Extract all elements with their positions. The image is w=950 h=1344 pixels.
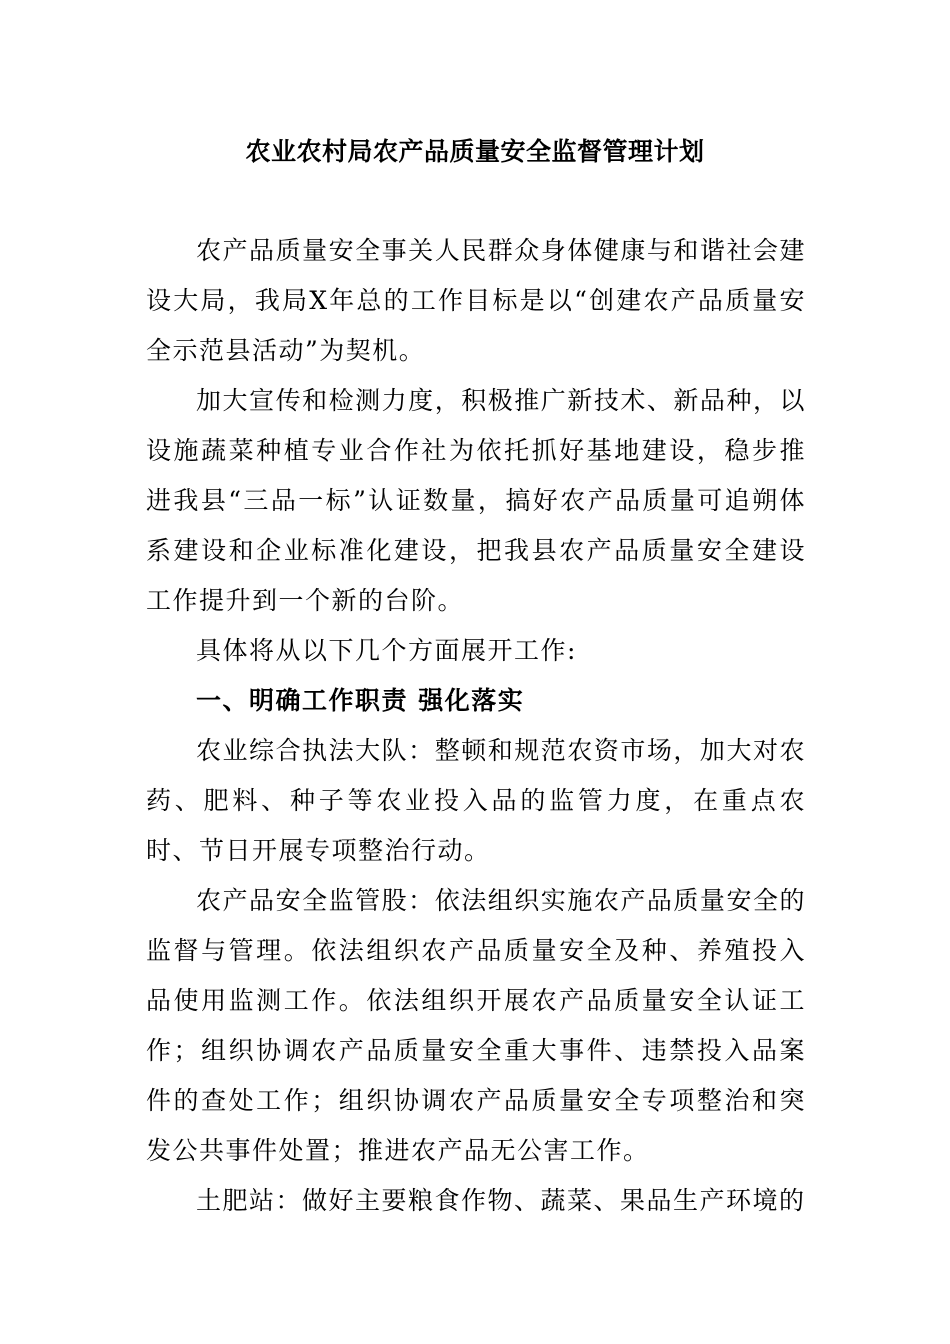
intro-paragraph-3: 具体将从以下几个方面展开工作: [196, 636, 577, 665]
section-1-heading: 一、明确工作职责 强化落实 [196, 686, 525, 715]
document-title: 农业农村局农产品质量安全监督管理计划 [245, 137, 705, 166]
intro-paragraph-2: 加大宣传和检测力度，积极推广新技术、新品种，以设施蔬菜种植专业合作社为依托抓好基地建设，稳步推进我县“三品一标”认证数量，搞好农产品质量可追朔体系建设和企业标准化建设，把我县农产品质量安全建设工作提升到一个新的台阶。 [146, 386, 806, 615]
section-1-paragraph-2: 农产品安全监管股：依法组织实施农产品质量安全的监督与管理。依法组织农产品质量安全及种、养殖投入品使用监测工作。依法组织开展农产品质量安全认证工作；组织协调农产品质量安全重大事件、违禁投入品案件的查处工作；组织协调农产品质量安全专项整治和突发公共事件处置；推进农产品无公害工作。 [146, 886, 806, 1165]
section-1-paragraph-3: 土肥站：做好主要粮食作物、蔬菜、果品生产环境的 [196, 1186, 806, 1215]
section-1-paragraph-1: 农业综合执法大队：整顿和规范农资市场，加大对农药、肥料、种子等农业投入品的监管力度，在重点农时、节日开展专项整治行动。 [146, 736, 806, 865]
intro-paragraph-1: 农产品质量安全事关人民群众身体健康与和谐社会建设大局，我局X年总的工作目标是以“创建农产品质量安全示范县活动”为契机。 [146, 236, 806, 365]
document-body [146, 226, 806, 1226]
